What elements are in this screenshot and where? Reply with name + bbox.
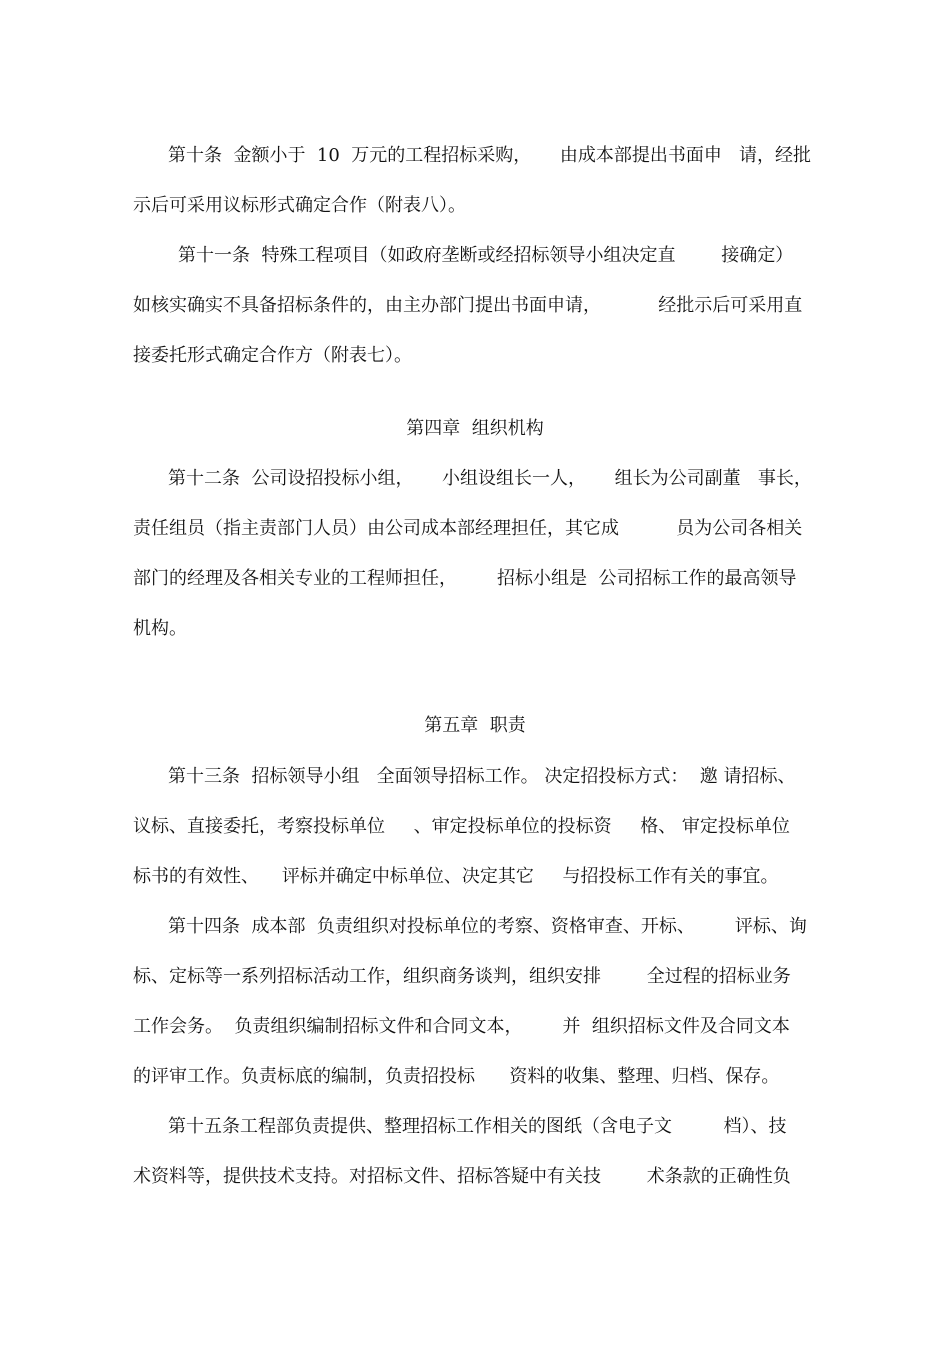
- article-12-line-1: 第十二条 公司设招投标小组， 小组设组长一人， 组长为公司副董 事长，: [168, 468, 812, 489]
- article-10-line-2: 示后可采用议标形式确定合作（附表八）。: [133, 195, 466, 216]
- article-13-line-1: 第十三条 招标领导小组 全面领导招标工作。 决定招投标方式： 邀 请招标、: [168, 766, 796, 787]
- article-15-line-2: 术资料等，提供技术支持。对招标文件、招标答疑中有关技 术条款的正确性负: [133, 1166, 791, 1187]
- chapter-4-heading: 第四章 组织机构: [406, 418, 544, 439]
- article-13-line-2: 议标、直接委托，考察投标单位 、审定投标单位的投标资 格、 审定投标单位: [133, 816, 790, 837]
- article-14-line-2: 标、定标等一系列招标活动工作，组织商务谈判，组织安排 全过程的招标业务: [133, 966, 791, 987]
- article-15-line-1: 第十五条工程部负责提供、整理招标工作相关的图纸（含电子文 档）、技: [168, 1116, 787, 1137]
- article-14-line-1: 第十四条 成本部 负责组织对投标单位的考察、资格审查、开标、 评标、询: [168, 916, 807, 937]
- article-12-line-3: 部门的经理及各相关专业的工程师担任， 招标小组是 公司招标工作的最高领导: [133, 568, 797, 589]
- article-11-line-3: 接委托形式确定合作方（附表七）。: [133, 345, 412, 366]
- article-11-line-2: 如核实确实不具备招标条件的，由主办部门提出书面申请， 经批示后可采用直: [133, 295, 803, 316]
- article-12-line-2: 责任组员（指主责部门人员）由公司成本部经理担任，其它成 员为公司各相关: [133, 518, 803, 539]
- article-13-line-3: 标书的有效性、 评标并确定中标单位、决定其它 与招投标工作有关的事宜。: [133, 866, 779, 887]
- article-14-line-4: 的评审工作。负责标底的编制，负责招投标 资料的收集、整理、归档、保存。: [133, 1066, 780, 1087]
- chapter-5-heading: 第五章 职责: [424, 715, 526, 736]
- article-11-line-1: 第十一条 特殊工程项目（如政府垄断或经招标领导小组决定直 接确定）: [178, 245, 794, 266]
- article-12-line-4: 机构。: [133, 618, 187, 639]
- article-10-line-1: 第十条 金额小于 10 万元的工程招标采购， 由成本部提出书面申 请，经批: [168, 145, 812, 166]
- article-14-line-3: 工作会务。 负责组织编制招标文件和合同文本， 并 组织招标文件及合同文本: [133, 1016, 790, 1037]
